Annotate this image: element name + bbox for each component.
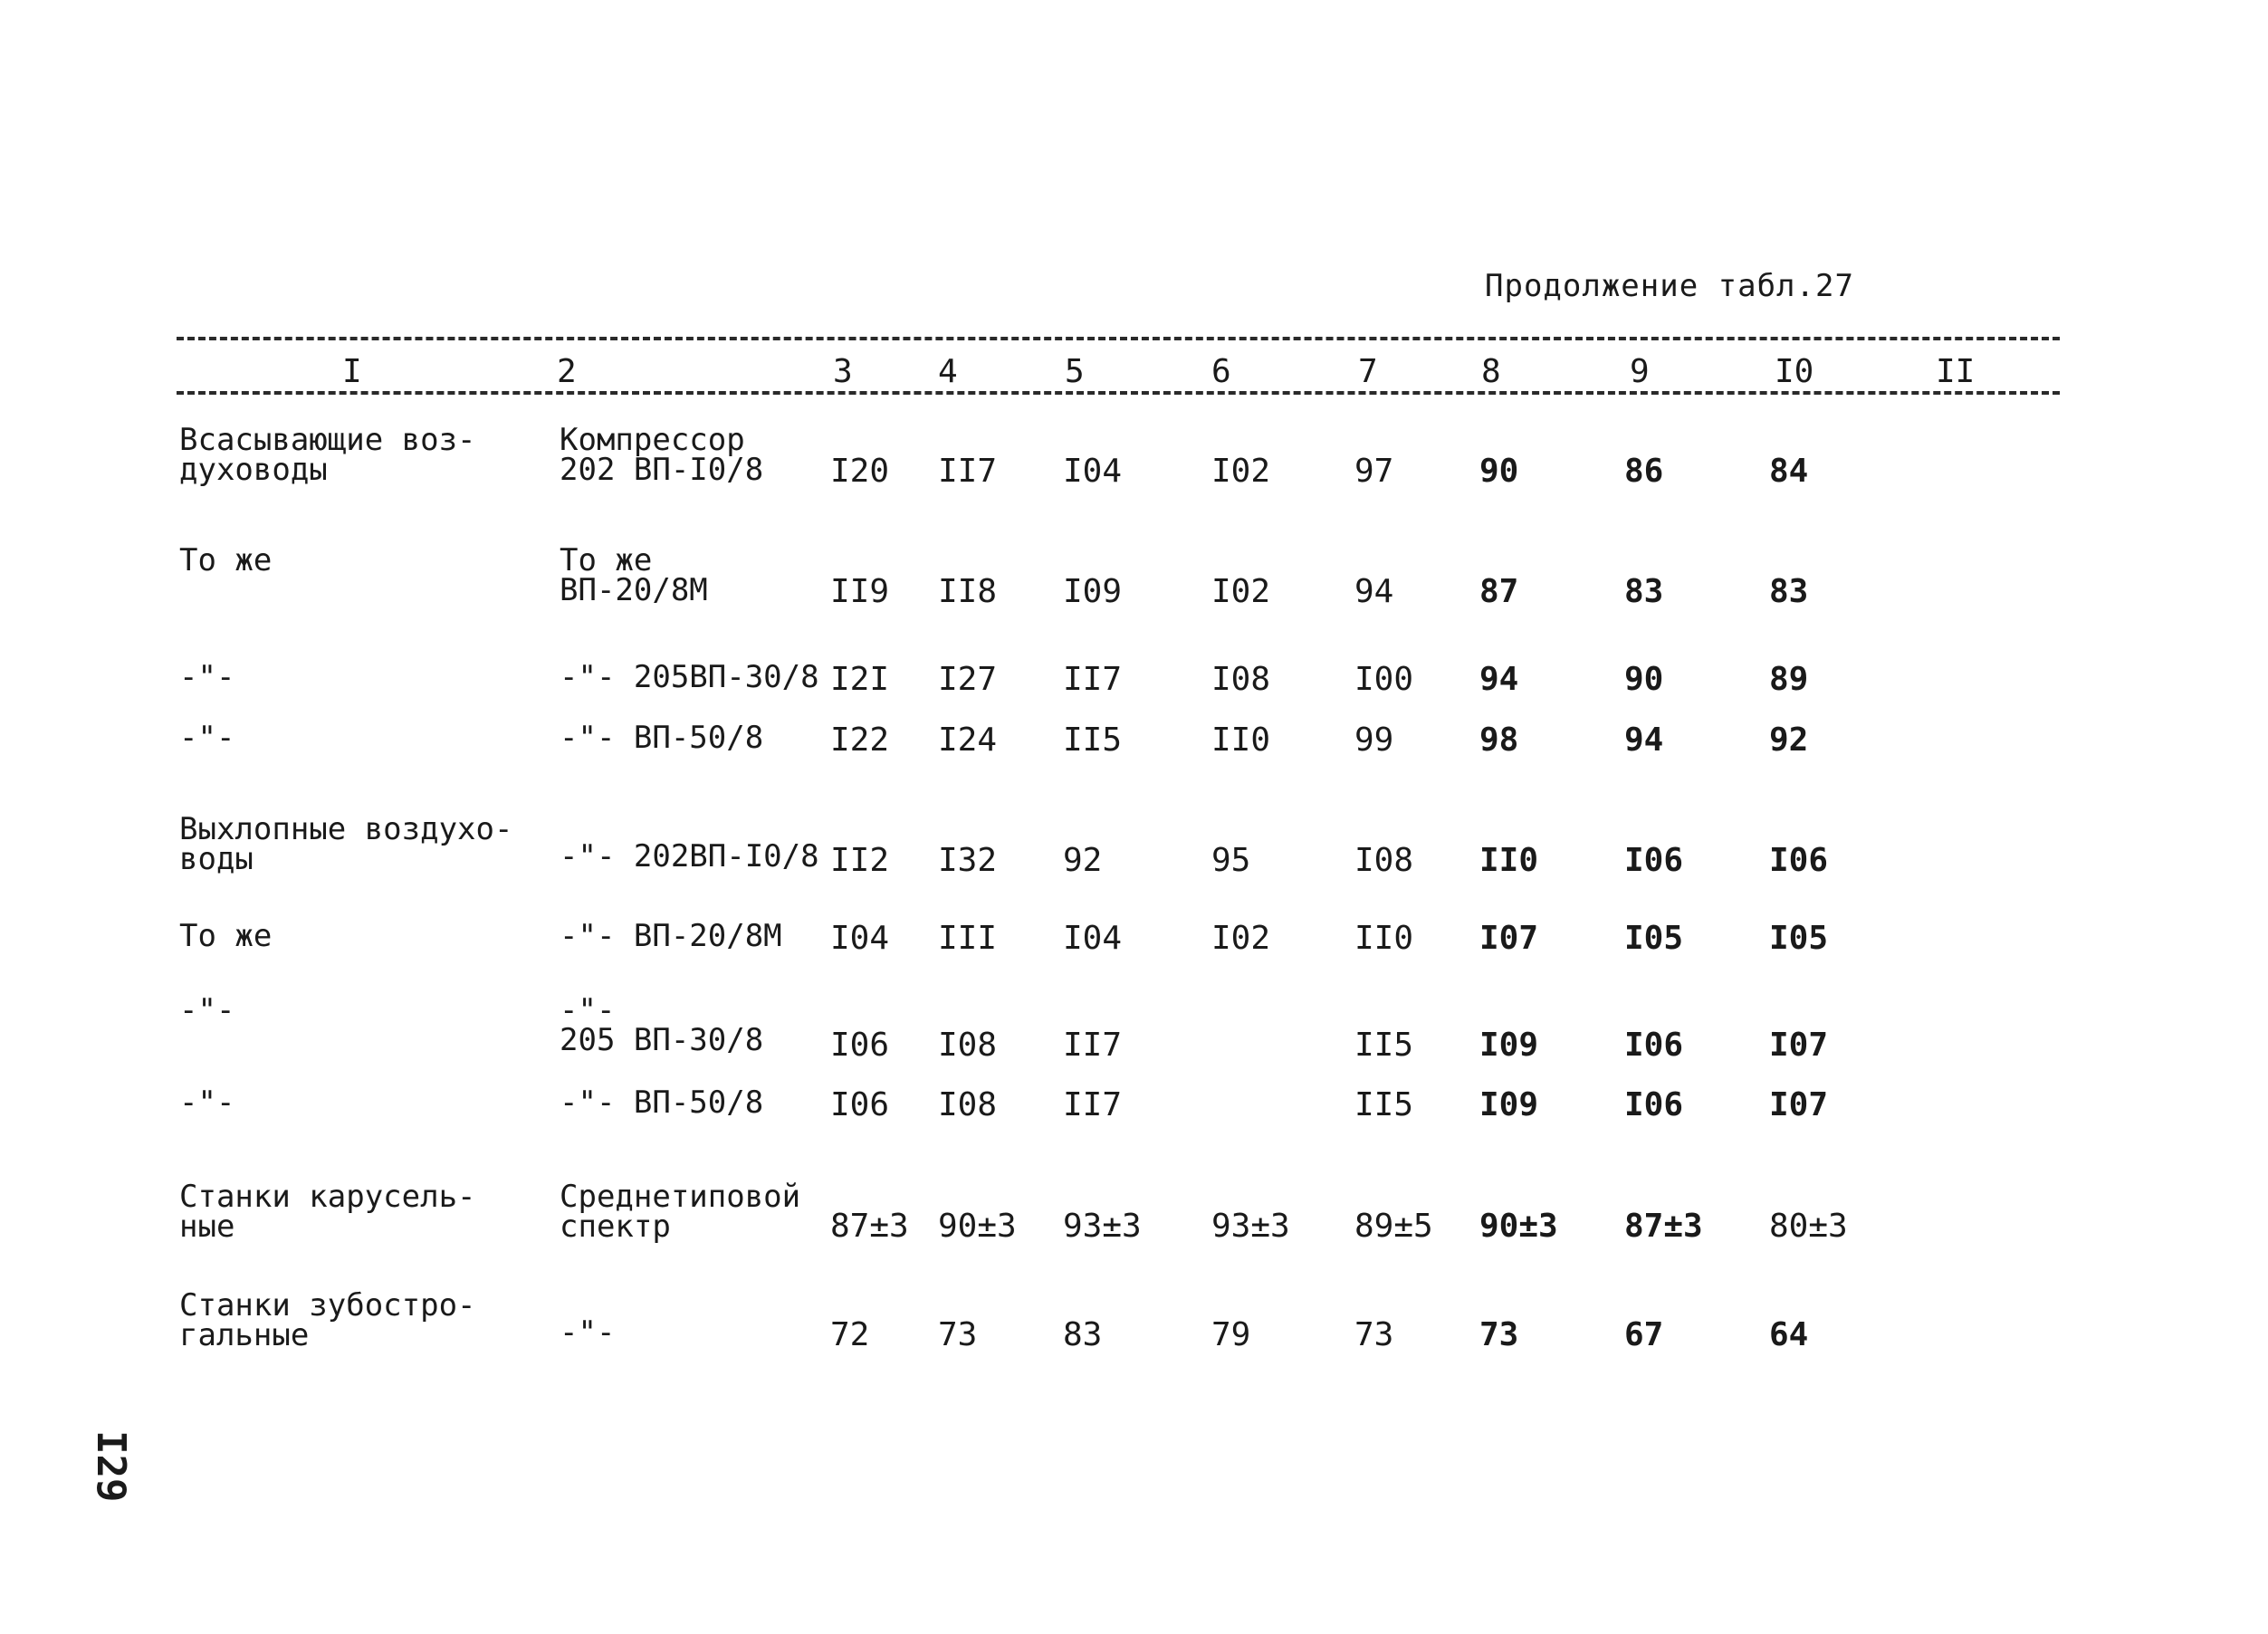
cell-col4: 90±3: [938, 1208, 1017, 1245]
cell-col7: II5: [1354, 1086, 1414, 1123]
cell-col5: II7: [1063, 661, 1123, 698]
cell-col4: 73: [938, 1316, 978, 1353]
cell-col4: I24: [938, 721, 998, 759]
cell-col8: 98: [1479, 721, 1519, 759]
row-label: То же: [179, 542, 273, 578]
cell-col3: I04: [830, 920, 890, 957]
cell-col7: 89±5: [1354, 1208, 1433, 1245]
cell-col4: I32: [938, 842, 998, 879]
cell-col5: II7: [1063, 1086, 1123, 1123]
cell-col9: I06: [1624, 842, 1684, 879]
cell-col6: II0: [1211, 721, 1271, 759]
cell-col3: II9: [830, 573, 890, 610]
cell-col8: I07: [1479, 920, 1539, 957]
row-label: Станки зубостро- гальные: [179, 1287, 476, 1353]
column-header-2: 2: [557, 353, 577, 390]
cell-col9: 90: [1624, 661, 1664, 698]
cell-col7: 73: [1354, 1316, 1394, 1353]
column-header-8: 8: [1481, 353, 1501, 390]
cell-col10: 83: [1769, 573, 1809, 610]
cell-col10: I05: [1769, 920, 1829, 957]
cell-col5: 93±3: [1063, 1208, 1142, 1245]
cell-col8: 87: [1479, 573, 1519, 610]
cell-col3: I22: [830, 721, 890, 759]
cell-col10: 80±3: [1769, 1208, 1848, 1245]
column-header-6: 6: [1211, 353, 1231, 390]
cell-col5: I04: [1063, 920, 1123, 957]
cell-col4: III: [938, 920, 998, 957]
cell-col9: I06: [1624, 1027, 1684, 1064]
cell-col10: 64: [1769, 1316, 1809, 1353]
cell-col6: I08: [1211, 661, 1271, 698]
row-source: -"- ВП-20/8М: [560, 918, 782, 954]
cell-col7: 94: [1354, 573, 1394, 610]
row-label: -"-: [179, 992, 235, 1028]
table-caption: Продолжение табл.27: [1485, 268, 1854, 304]
row-label: То же: [179, 918, 273, 954]
row-source: -"- ВП-50/8: [560, 1085, 764, 1121]
cell-col4: I27: [938, 661, 998, 698]
cell-col7: 97: [1354, 453, 1394, 490]
row-label: -"-: [179, 720, 235, 756]
cell-col3: II2: [830, 842, 890, 879]
cell-col5: I04: [1063, 453, 1123, 490]
cell-col8: 73: [1479, 1316, 1519, 1353]
column-header-10: I0: [1775, 353, 1814, 390]
cell-col7: I08: [1354, 842, 1414, 879]
row-source: -"-: [560, 1314, 616, 1351]
row-label: Выхлопные воздухо- воды: [179, 811, 513, 877]
cell-col9: 87±3: [1624, 1208, 1703, 1245]
cell-col7: II0: [1354, 920, 1414, 957]
column-header-11: II: [1936, 353, 1976, 390]
cell-col8: II0: [1479, 842, 1539, 879]
cell-col9: 94: [1624, 721, 1664, 759]
cell-col3: I06: [830, 1086, 890, 1123]
cell-col7: 99: [1354, 721, 1394, 759]
row-source: Среднетиповой спектр: [560, 1179, 801, 1245]
row-label: -"-: [179, 659, 235, 695]
cell-col9: I06: [1624, 1086, 1684, 1123]
cell-col9: 83: [1624, 573, 1664, 610]
cell-col6: 79: [1211, 1316, 1251, 1353]
row-label: -"-: [179, 1085, 235, 1121]
column-header-1: I: [342, 353, 362, 390]
cell-col8: 90: [1479, 453, 1519, 490]
cell-col10: I07: [1769, 1027, 1829, 1064]
cell-col9: 86: [1624, 453, 1664, 490]
cell-col6: I02: [1211, 920, 1271, 957]
cell-col3: I2I: [830, 661, 890, 698]
row-source: То же ВП-20/8М: [560, 542, 708, 608]
header-top-rule: [177, 337, 2060, 340]
cell-col7: II5: [1354, 1027, 1414, 1064]
cell-col10: I06: [1769, 842, 1829, 879]
cell-col8: 94: [1479, 661, 1519, 698]
cell-col5: II5: [1063, 721, 1123, 759]
cell-col5: II7: [1063, 1027, 1123, 1064]
cell-col6: I02: [1211, 453, 1271, 490]
cell-col4: II8: [938, 573, 998, 610]
cell-col4: II7: [938, 453, 998, 490]
cell-col5: I09: [1063, 573, 1123, 610]
cell-col8: I09: [1479, 1027, 1539, 1064]
row-source: -"- 205ВП-30/8: [560, 659, 819, 695]
cell-col5: 92: [1063, 842, 1103, 879]
row-source: -"- 202ВП-I0/8: [560, 838, 819, 874]
cell-col5: 83: [1063, 1316, 1103, 1353]
column-header-3: 3: [833, 353, 853, 390]
cell-col4: I08: [938, 1086, 998, 1123]
row-source: -"- ВП-50/8: [560, 720, 764, 756]
cell-col10: 84: [1769, 453, 1809, 490]
column-header-9: 9: [1630, 353, 1650, 390]
row-source: -"- 205 ВП-30/8: [560, 992, 764, 1058]
cell-col3: 72: [830, 1316, 870, 1353]
column-header-7: 7: [1358, 353, 1378, 390]
cell-col4: I08: [938, 1027, 998, 1064]
cell-col9: I05: [1624, 920, 1684, 957]
row-label: Всасывающие воз- духоводы: [179, 422, 476, 488]
column-header-5: 5: [1065, 353, 1085, 390]
cell-col3: I20: [830, 453, 890, 490]
cell-col3: 87±3: [830, 1208, 909, 1245]
cell-col10: 92: [1769, 721, 1809, 759]
cell-col6: 95: [1211, 842, 1251, 879]
cell-col9: 67: [1624, 1316, 1664, 1353]
cell-col7: I00: [1354, 661, 1414, 698]
row-source: Компрессор 202 ВП-I0/8: [560, 422, 764, 488]
cell-col6: 93±3: [1211, 1208, 1290, 1245]
cell-col10: 89: [1769, 661, 1809, 698]
page-number: I29: [88, 1430, 134, 1503]
row-label: Станки карусель- ные: [179, 1179, 476, 1245]
cell-col8: 90±3: [1479, 1208, 1558, 1245]
cell-col6: I02: [1211, 573, 1271, 610]
cell-col8: I09: [1479, 1086, 1539, 1123]
cell-col10: I07: [1769, 1086, 1829, 1123]
column-header-4: 4: [938, 353, 958, 390]
header-bottom-rule: [177, 391, 2060, 395]
cell-col3: I06: [830, 1027, 890, 1064]
